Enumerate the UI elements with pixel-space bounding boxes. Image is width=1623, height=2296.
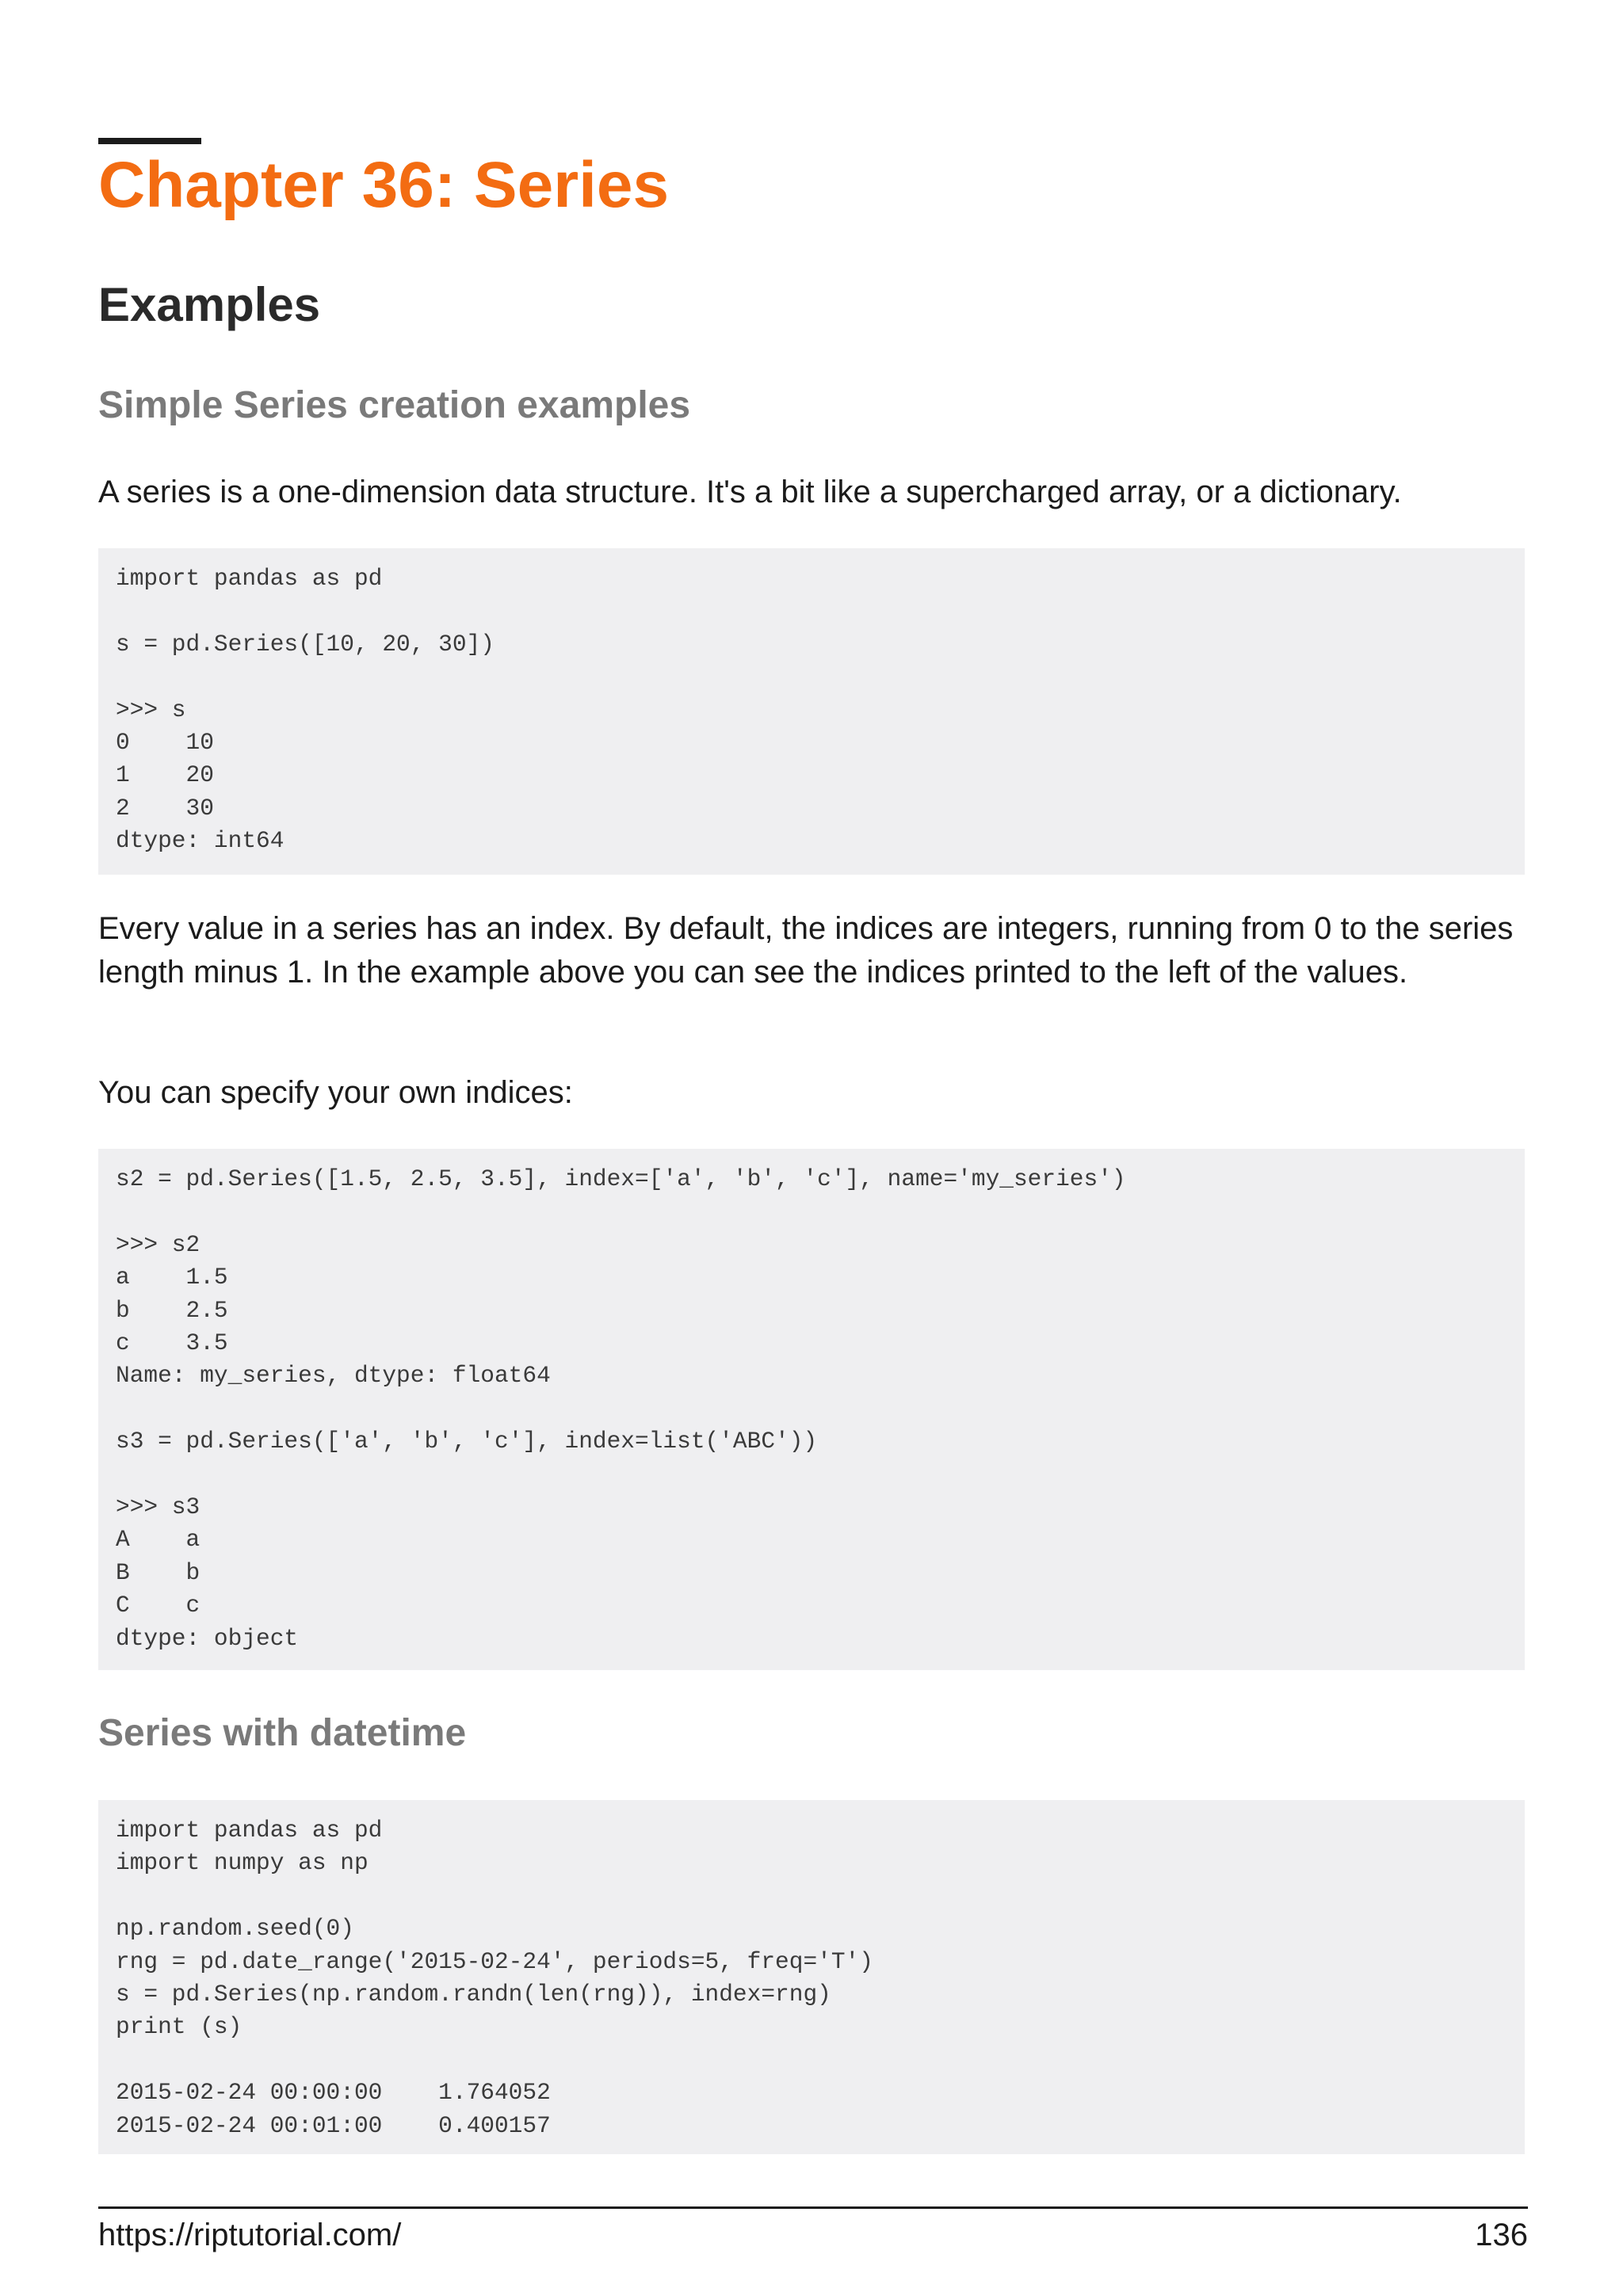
subheading-series-datetime: Series with datetime	[98, 1712, 467, 1754]
section-heading-examples: Examples	[98, 278, 321, 331]
code-block-custom-index: s2 = pd.Series([1.5, 2.5, 3.5], index=['a', 'b', 'c'], name='my_series') >>> s2 a 1.5 b 2.5 c 3.5 Name: my_series, dtype: float64 s3 = pd.Series(['a', 'b', 'c'], index=list('ABC')) >>> s3 A a B b C c dtype: object	[98, 1149, 1525, 1670]
footer-rule	[98, 2206, 1528, 2209]
custom-index-paragraph: You can specify your own indices:	[98, 1075, 573, 1110]
code-block-datetime: import pandas as pd import numpy as np np.random.seed(0) rng = pd.date_range('2015-02-24', periods=5, freq='T') s = pd.Series(np.random.randn(len(rng)), index=rng) print (s) 2015-02-24 00:00:00 1.764052 2015-02-24 00:01:00 0.400157	[98, 1800, 1525, 2154]
chapter-title: Chapter 36: Series	[98, 149, 670, 221]
page-number: 136	[1475, 2218, 1528, 2252]
chapter-rule	[98, 138, 201, 144]
index-explanation-paragraph: Every value in a series has an index. By default, the indices are integers, running from 0 to the series length minus 1. In the example above you can see the indices printed to the left of the values.	[98, 911, 1514, 990]
subheading-simple-series: Simple Series creation examples	[98, 384, 691, 426]
page	[98, 0, 1528, 2296]
footer-url: https://riptutorial.com/	[98, 2218, 402, 2252]
code-block-series-basic: import pandas as pd s = pd.Series([10, 20, 30]) >>> s 0 10 1 20 2 30 dtype: int64	[98, 548, 1525, 875]
intro-paragraph: A series is a one-dimension data structure. It's a bit like a supercharged array, or a dictionary.	[98, 475, 1402, 509]
